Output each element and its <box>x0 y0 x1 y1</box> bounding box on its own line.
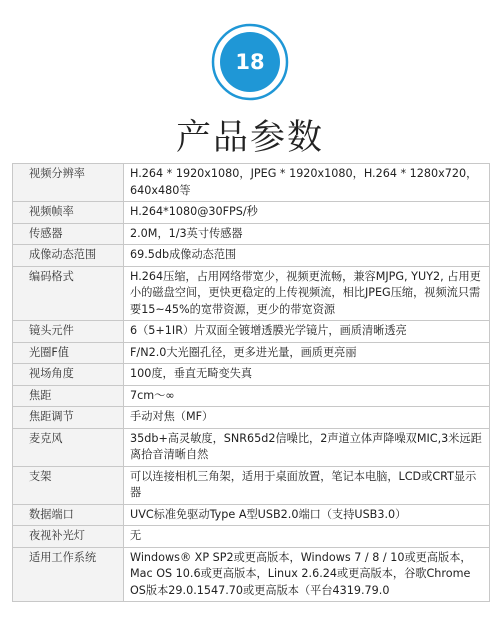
spec-value: 35db+高灵敏度，SNR65d2信噪比，2声道立体声降噪双MIC,3米远距离拾音清晰自然 <box>124 428 490 466</box>
spec-key: 数据端口 <box>13 504 124 526</box>
spec-value: 手动对焦（MF） <box>124 407 490 429</box>
spec-key: 传感器 <box>13 223 124 245</box>
spec-row <box>13 547 490 602</box>
spec-value: 69.5db成像动态范围 <box>124 245 490 267</box>
spec-row <box>13 164 490 202</box>
section-number: 18 <box>235 50 265 74</box>
spec-value: 100度，垂直无畸变失真 <box>124 364 490 386</box>
spec-value: Windows® XP SP2或更高版本，Windows 7 / 8 / 10或更高版本， Mac OS 10.6或更高版本，Linux 2.6.24或更高版本，谷歌Chrome OS版本29.0.1547.70或更高版本（平台4319.79.0 <box>124 547 490 602</box>
spec-row <box>13 526 490 548</box>
spec-key: 麦克风 <box>13 428 124 466</box>
spec-value: 无 <box>124 526 490 548</box>
spec-row <box>13 245 490 267</box>
spec-row <box>13 342 490 364</box>
spec-key: 镜头元件 <box>13 321 124 343</box>
spec-row <box>13 223 490 245</box>
spec-table <box>12 163 490 602</box>
spec-row <box>13 321 490 343</box>
spec-key: 光圈F值 <box>13 342 124 364</box>
section-number-badge <box>211 23 289 101</box>
spec-key: 支架 <box>13 466 124 504</box>
spec-value: H.264 * 1920x1080，JPEG * 1920x1080，H.264 * 1280x720，640x480等 <box>124 164 490 202</box>
spec-key: 焦距 <box>13 385 124 407</box>
spec-key: 成像动态范围 <box>13 245 124 267</box>
spec-key: 适用工作系统 <box>13 547 124 602</box>
spec-value: 2.0M，1/3英寸传感器 <box>124 223 490 245</box>
spec-key: 焦距调节 <box>13 407 124 429</box>
spec-row <box>13 428 490 466</box>
spec-row <box>13 385 490 407</box>
spec-value: 7cm～∞ <box>124 385 490 407</box>
spec-row <box>13 504 490 526</box>
spec-value: 可以连接相机三角架，适用于桌面放置，笔记本电脑，LCD或CRT显示器 <box>124 466 490 504</box>
spec-key: 视频帧率 <box>13 202 124 224</box>
spec-value: F/N2.0大光圈孔径，更多进光量，画质更亮丽 <box>124 342 490 364</box>
spec-row <box>13 364 490 386</box>
spec-key: 视频分辨率 <box>13 164 124 202</box>
spec-key: 视场角度 <box>13 364 124 386</box>
spec-row <box>13 466 490 504</box>
spec-row <box>13 407 490 429</box>
spec-value: H.264*1080@30FPS/秒 <box>124 202 490 224</box>
page-title: 产品参数 <box>175 118 324 158</box>
spec-key: 夜视补光灯 <box>13 526 124 548</box>
spec-value: UVC标准免驱动Type A型USB2.0端口（支持USB3.0） <box>124 504 490 526</box>
spec-key: 编码格式 <box>13 266 124 321</box>
spec-value: H.264压缩，占用网络带宽少，视频更流畅，兼容MJPG, YUY2, 占用更小的磁盘空间，更快更稳定的上传视频流，相比JPEG压缩，视频流只需要15~45%的宽带资源，更少的带宽资源 <box>124 266 490 321</box>
spec-row <box>13 266 490 321</box>
spec-row <box>13 202 490 224</box>
spec-value: 6（5+1IR）片双面全镀增透膜光学镜片，画质清晰透亮 <box>124 321 490 343</box>
